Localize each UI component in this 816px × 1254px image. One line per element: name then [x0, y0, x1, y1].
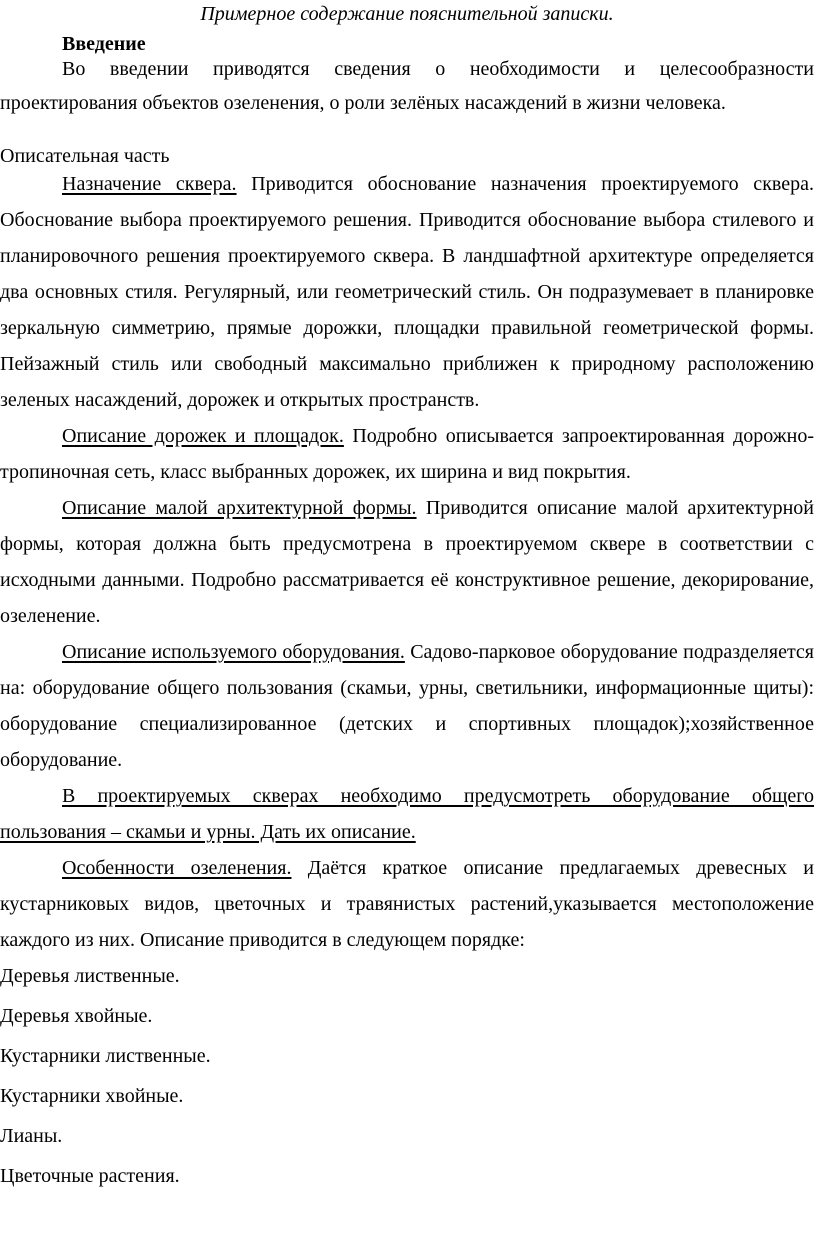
- text-small-architecture: Приводится описание малой архитектурной формы, которая должна быть предусмотрена в проектируемом сквере в соответствии с исходными данными. Подробно рассматривается её конструктивное решение, декорирование, озеленение.: [0, 497, 815, 627]
- label-small-architecture: Описание малой архитектурной формы.: [62, 497, 417, 519]
- paragraph-underlined-note: [0, 778, 814, 850]
- text-greenery: Даётся краткое описание предлагаемых древесных и кустарниковых видов, цветочных и травянистых растений,указывается местоположение каждого из них. Описание приводится в следующем порядке:: [0, 857, 814, 951]
- list-item: Кустарники хвойные.: [0, 1085, 184, 1107]
- list-item: Деревья лиственные.: [0, 965, 180, 987]
- paragraph-square-purpose: [0, 166, 814, 418]
- text-paths: Подробно описывается запроектированная дорожно-тропиночная сеть, класс выбранных дорожек, их ширина и вид покрытия.: [0, 425, 814, 483]
- list-item: Цветочные растения.: [0, 1165, 180, 1187]
- list-item: Деревья хвойные.: [0, 1005, 153, 1027]
- label-greenery: Особенности озеленения.: [62, 857, 292, 879]
- label-square-purpose: Назначение сквера.: [62, 173, 237, 195]
- paragraph-greenery: [0, 850, 814, 958]
- text-square-purpose: Приводится обоснование назначения проектируемого сквера. Обоснование выбора проектируемого решения. Приводится обоснование выбора стилевого и планировочного решения проектируемого сквера. В ландшафтной архитектуре определяется два основных стиля. Регулярный, или геометрический стиль. Он подразумевает в планировке зеркальную симметрию, прямые дорожки, площадки правильной геометрической формы. Пейзажный стиль или свободный максимально приближен к природному расположению зеленых насаждений, дорожек и открытых пространств.: [0, 173, 814, 411]
- label-equipment: Описание используемого оборудования.: [62, 641, 405, 663]
- label-paths: Описание дорожек и площадок.: [62, 425, 344, 447]
- underlined-note: В проектируемых скверах необходимо предусмотреть оборудование общего пользования – скамьи и урны. Дать их описание.: [0, 785, 814, 843]
- paragraph-small-architecture: [0, 490, 814, 634]
- paragraph-paths: [0, 418, 814, 490]
- list-item: Лианы.: [0, 1125, 63, 1147]
- intro-heading: Введение: [62, 33, 146, 55]
- intro-paragraph: Во введении приводятся сведения о необходимости и целесообразности проектирования объектов озеленения, о роли зелёных насаждений в жизни человека.: [0, 58, 814, 114]
- list-item: Кустарники лиственные.: [0, 1045, 211, 1067]
- paragraph-equipment: [0, 634, 814, 778]
- document-title: Примерное содержание пояснительной записки.: [200, 3, 614, 25]
- text-equipment: Садово-парковое оборудование подразделяется на: оборудование общего пользования (скамьи, урны, светильники, информационные щиты): оборудование специализированное (детских и спортивных площадок);хозяйственное оборудование.: [0, 641, 815, 771]
- descriptive-section-heading: Описательная часть: [0, 145, 170, 167]
